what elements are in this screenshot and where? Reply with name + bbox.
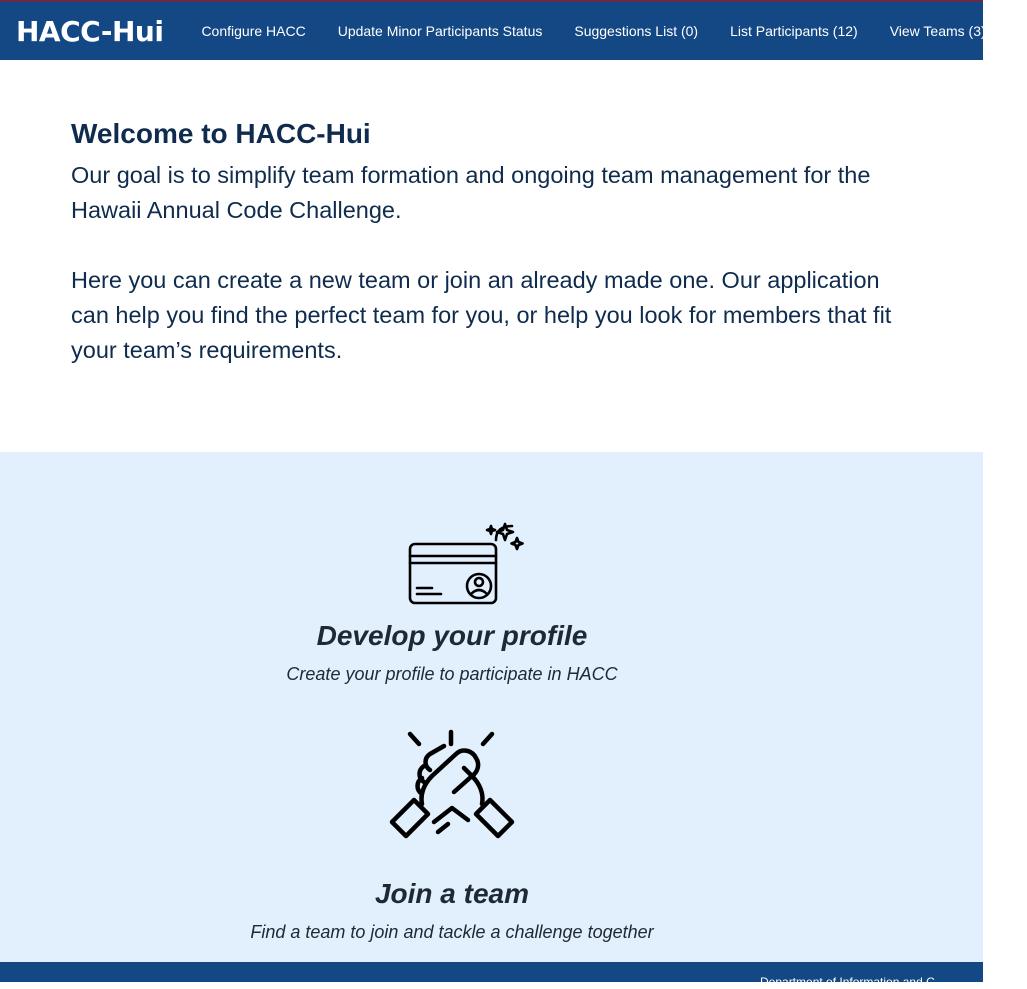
id-card-sparkle-icon xyxy=(405,520,530,608)
feature-title: Develop your profile xyxy=(316,620,588,651)
feature-develop-profile xyxy=(0,620,904,685)
nav-view-teams[interactable]: View Teams (3) xyxy=(889,23,986,39)
welcome-intro-text: Here you can create a new team or join an already made one. Our application can help you find the perfect team for you, or help you look for members that fit your team’s requirements. xyxy=(71,267,892,363)
nav-overflow-item[interactable]: V xyxy=(1017,23,1027,39)
brand-logo[interactable]: HACC-Hui xyxy=(16,14,164,48)
feature-join-team xyxy=(0,878,904,943)
nav-suggestions-list[interactable]: Suggestions List (0) xyxy=(574,23,699,39)
nav-update-minor-participants[interactable]: Update Minor Participants Status xyxy=(337,23,543,39)
feature-description: Create your profile to participate in HACC xyxy=(286,664,618,684)
features-section xyxy=(0,452,983,962)
footer xyxy=(0,962,983,989)
nav-list-participants[interactable]: List Participants (12) xyxy=(730,23,858,39)
nav-configure-hacc[interactable]: Configure HACC xyxy=(201,23,306,39)
welcome-section xyxy=(71,118,931,368)
welcome-goal-text: Our goal is to simplify team formation and ongoing team management for the Hawaii Annual Code Challenge. xyxy=(71,162,871,223)
top-navbar xyxy=(0,0,1027,60)
feature-title: Join a team xyxy=(374,878,530,909)
handshake-icon xyxy=(382,730,522,866)
welcome-title: Welcome to HACC-Hui xyxy=(71,118,371,149)
feature-description: Find a team to join and tackle a challenge together xyxy=(250,922,654,942)
footer-text: Department of Information and C xyxy=(760,975,935,989)
